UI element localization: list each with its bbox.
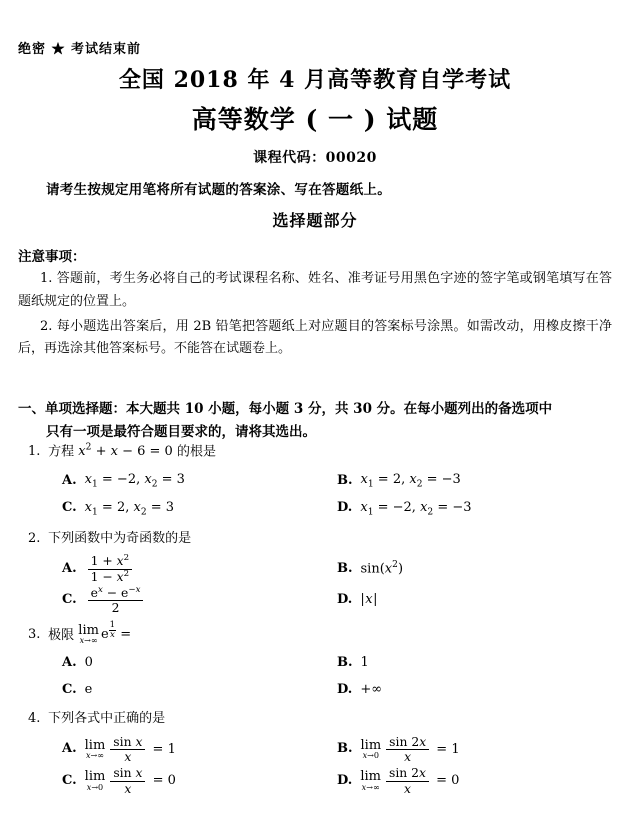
option-1-A-body: $x_1 = -2$, $x_2 = 3$ — [84, 472, 185, 490]
option-4-D[interactable] — [337, 765, 612, 796]
option-2-B-label: B. — [337, 560, 353, 576]
page-title: 全国 2018 年 4 月高等教育自学考试 — [118, 67, 512, 93]
course-code: 课程代码：00020 — [253, 149, 377, 166]
attention-heading: 注意事项： — [18, 249, 86, 265]
option-2-B[interactable] — [337, 553, 612, 585]
option-3-B-label: B. — [337, 655, 353, 671]
option-1-D-label: D. — [337, 500, 353, 516]
option-3-D-body: +∞ — [360, 681, 383, 697]
option-2-A-body: $\frac{1 + x^2}{1 - x^2}$ — [85, 554, 136, 584]
option-2-C[interactable] — [62, 585, 337, 616]
question-1-stem-prefix: 方程 — [48, 444, 75, 460]
option-2-D-label: D. — [337, 592, 353, 608]
option-3-C[interactable] — [62, 677, 337, 704]
option-2-B-body: $\sin(x^2)$ — [360, 559, 404, 577]
option-1-C-body: $x_1 = 2$, $x_2 = 3$ — [84, 499, 175, 518]
option-4-A-body: lim x→∞ $\frac{\text{sin x}}{x}$ = 1 — [84, 735, 176, 765]
option-2-C-label: C. — [62, 592, 77, 608]
option-1-B-label: B. — [337, 472, 353, 488]
option-2-A-label: A. — [62, 560, 77, 576]
question-3-options — [62, 650, 612, 703]
title-block — [0, 64, 630, 167]
option-1-A[interactable] — [62, 467, 337, 495]
option-2-C-body: $\frac{e^x - e^{-x}}{2}$ — [85, 586, 147, 615]
option-3-B[interactable] — [337, 650, 612, 677]
option-3-C-label: C. — [62, 681, 77, 697]
option-1-D[interactable] — [337, 495, 612, 523]
question-2-stem-prefix: 下列函数中为奇函数的是 — [48, 530, 192, 546]
option-2-D[interactable] — [337, 585, 612, 616]
question-2 — [18, 527, 612, 617]
question-4-number: 4. — [28, 711, 41, 727]
option-3-B-body: 1 — [360, 655, 369, 671]
attention-item-2: 2. 每小题选出答案后，用 2B 铅笔把答题纸上对应题目的答案标号涂黑。如需改动，用橡皮擦干净后，再选涂其他答案标号。不能答在试题卷上。 — [18, 318, 612, 357]
option-3-A-body: 0 — [84, 655, 93, 671]
question-1-number: 1. — [28, 444, 41, 460]
option-4-C[interactable] — [62, 765, 337, 796]
option-3-A-label: A. — [62, 655, 77, 671]
option-3-D-label: D. — [337, 681, 353, 697]
option-4-A[interactable] — [62, 734, 337, 765]
question-group-line-2: 只有一项是最符合题目要求的，请将其选出。 — [46, 423, 316, 440]
question-3-stem-prefix: 极限 — [48, 627, 75, 643]
question-4-stem — [28, 707, 612, 732]
option-4-B-label: B. — [337, 741, 353, 757]
option-3-D[interactable] — [337, 677, 612, 704]
option-3-A[interactable] — [62, 650, 337, 677]
question-4-options — [62, 734, 612, 797]
question-3 — [18, 621, 612, 704]
option-1-A-label: A. — [62, 472, 77, 488]
option-4-B-body: lim x→0 $\frac{\sin 2x}{x}$ = 1 — [360, 735, 460, 765]
attention-body — [18, 268, 612, 363]
question-1-options — [62, 467, 612, 523]
question-2-options — [62, 553, 612, 616]
question-2-stem — [28, 527, 612, 552]
question-group-heading — [18, 398, 612, 444]
page-subtitle: 高等数学 ( 一 ) 试题 — [191, 105, 439, 134]
attention-item-1: 1. 答题前，考生务必将自己的考试课程名称、姓名、准考证号用黑色字迹的签字笔或钢笔填写在答题纸规定的位置上。 — [18, 271, 612, 309]
option-1-B-body: $x_1 = 2$, $x_2 = -3$ — [360, 472, 461, 490]
option-4-B[interactable] — [337, 734, 612, 765]
option-4-D-body: lim x→∞ $\frac{\sin 2x}{x}$ = 0 — [360, 766, 460, 796]
question-4-stem-prefix: 下列各式中正确的是 — [48, 711, 166, 727]
option-2-D-body: |x| — [360, 592, 378, 608]
question-3-stem-math: lim x→∞ e $^{\frac{1}{x}}$ = — [78, 619, 132, 646]
option-1-C[interactable] — [62, 495, 337, 523]
option-1-C-label: C. — [62, 500, 77, 516]
option-4-A-label: A. — [62, 741, 77, 757]
question-1 — [18, 440, 612, 523]
question-group-line-1: 一、单项选择题：本大题共 10 小题，每小题 3 分，共 30 分。在每小题列出的备选项中 — [18, 401, 553, 417]
section-title: 选择题部分 — [272, 211, 358, 230]
question-3-number: 3. — [28, 627, 41, 643]
question-1-stem-suffix: 的根是 — [176, 444, 216, 460]
option-4-D-label: D. — [337, 772, 353, 788]
option-1-B[interactable] — [337, 467, 612, 495]
option-2-A[interactable] — [62, 553, 337, 585]
question-1-stem-math: $x^2 + x - 6 = 0$ — [78, 443, 173, 460]
question-4 — [18, 707, 612, 796]
option-4-C-label: C. — [62, 772, 77, 788]
question-3-stem — [28, 621, 612, 649]
question-2-number: 2. — [28, 530, 41, 546]
answer-sheet-notice: 请考生按规定用笔将所有试题的答案涂、写在答题纸上。 — [46, 182, 391, 198]
option-3-C-body: e — [84, 681, 93, 697]
option-1-D-body: $x_1 = -2$, $x_2 = -3$ — [360, 499, 472, 518]
question-1-stem — [28, 440, 612, 465]
question-list — [18, 440, 612, 801]
secret-notice: 绝密 ★ 考试结束前 — [18, 42, 142, 57]
option-4-C-body: lim x→0 $\frac{\text{sin x}}{x}$ = 0 — [84, 766, 176, 796]
